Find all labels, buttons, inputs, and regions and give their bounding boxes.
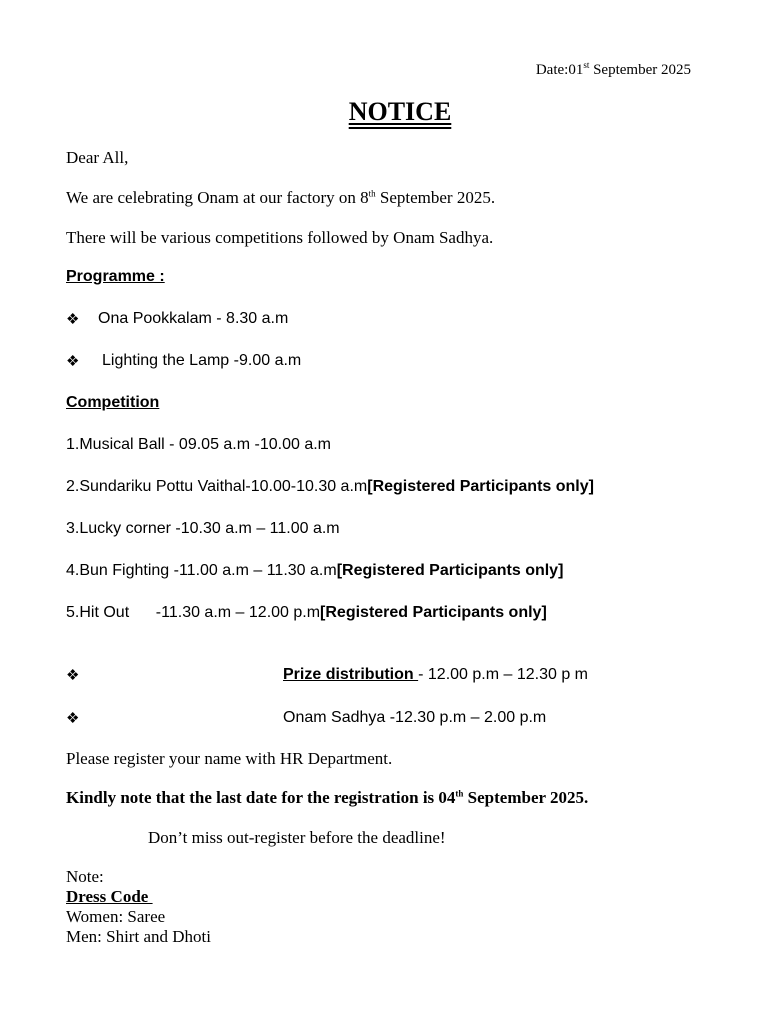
competition-item-text: 5.Hit Out -11.30 a.m – 12.00 p.m (66, 604, 321, 621)
note-label: Note: (66, 867, 104, 886)
competition-item (66, 562, 563, 580)
competition-item-note: [Registered Participants only] (367, 478, 594, 495)
notice-date (536, 62, 691, 79)
competition-heading: Competition (66, 394, 160, 411)
competition-item (66, 478, 594, 496)
competition-item-note: [Registered Participants only] (320, 604, 547, 621)
register-line: Please register your name with HR Department. (66, 749, 393, 768)
intro-line (66, 188, 495, 208)
intro-sup: th (368, 188, 376, 199)
prize-bullet (66, 666, 79, 685)
programme-item (66, 352, 79, 371)
diamond-bullet-icon: ❖ (66, 312, 80, 328)
page-title: NOTICE (348, 97, 452, 126)
competition-item-note: [Registered Participants only] (336, 562, 564, 579)
competition-item-text: 2.Sundariku Pottu Vaithal-10.00-10.30 a.m (66, 478, 368, 495)
deadline-sup: th (455, 788, 464, 799)
programme-item (66, 310, 79, 329)
greeting: Dear All, (66, 148, 129, 167)
diamond-bullet-icon: ❖ (66, 668, 80, 684)
intro-after: September 2025. (375, 188, 496, 207)
dress-code-heading: Dress Code (66, 887, 153, 906)
diamond-bullet-icon: ❖ (66, 354, 80, 370)
dress-code-women: Women: Saree (66, 907, 166, 926)
date-sup: st (583, 60, 590, 70)
competition-item (66, 604, 547, 622)
prize-time: - 12.00 p.m – 12.30 p m (418, 666, 588, 683)
competitions-line: There will be various competitions followed by Onam Sadhya. (66, 228, 494, 247)
diamond-bullet-icon: ❖ (66, 711, 80, 727)
deadline-after: September 2025. (463, 788, 589, 807)
competition-item-text: 1.Musical Ball - 09.05 a.m -10.00 a.m (66, 436, 332, 453)
deadline-before: Kindly note that the last date for the registration is 04 (66, 788, 456, 807)
intro-before: We are celebrating Onam at our factory on 8 (66, 188, 369, 207)
sadhya-bullet (66, 709, 79, 728)
programme-heading: Programme : (66, 268, 165, 285)
dress-code-men: Men: Shirt and Dhoti (66, 927, 211, 946)
date-rest: September 2025 (589, 62, 691, 78)
deadline-line (66, 788, 588, 808)
programme-item-label: Ona Pookkalam - 8.30 a.m (98, 310, 289, 327)
competition-item (66, 520, 340, 538)
onam-sadhya: Onam Sadhya -12.30 p.m – 2.00 p.m (283, 709, 547, 726)
reminder-line: Don’t miss out-register before the deadline! (148, 828, 446, 847)
competition-item (66, 436, 331, 454)
competition-item-text: 3.Lucky corner -10.30 a.m – 11.00 a.m (66, 520, 340, 537)
prize-distribution (283, 666, 588, 684)
prize-label: Prize distribution (283, 666, 419, 683)
programme-item-label: Lighting the Lamp -9.00 a.m (102, 352, 302, 369)
competition-item-text: 4.Bun Fighting -11.00 a.m – 11.30 a.m (66, 562, 337, 579)
date-prefix: Date:01 (535, 62, 584, 78)
